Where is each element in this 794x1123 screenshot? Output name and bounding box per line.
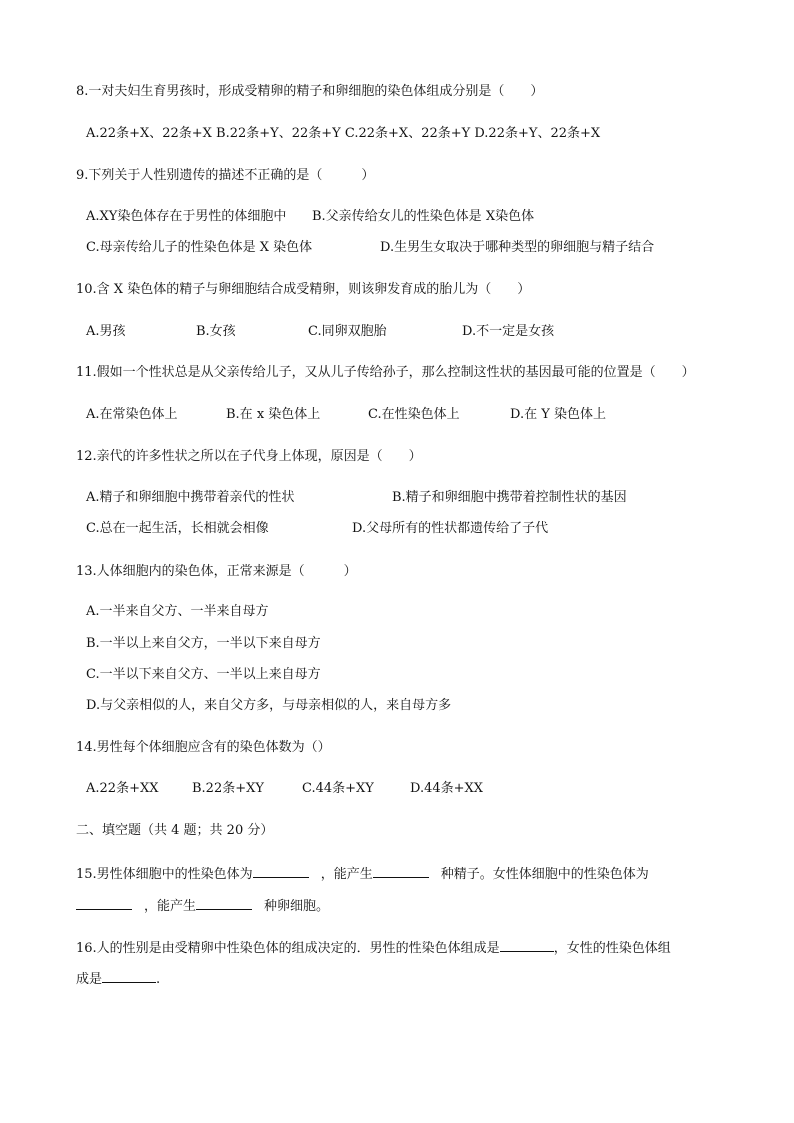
q12-stem: 12.亲代的许多性状之所以在子代身上体现，原因是（ ） [76,449,422,464]
q16-line-1 [76,937,671,959]
q10-option-c: C.同卵双胞胎 [308,324,387,339]
q15-text-1: 15.男性体细胞中的性染色体为 [76,867,253,882]
q12-option-b: B.精子和卵细胞中携带着控制性状的基因 [392,490,627,505]
q9-option-c: C.母亲传给儿子的性染色体是 X 染色体 [86,240,313,255]
q11-option-c: C.在性染色体上 [368,407,460,422]
q13-option-d: D.与父亲相似的人，来自父方多，与母亲相似的人，来自母方多 [86,698,452,713]
q14-option-d: D.44条+XX [410,781,484,796]
q12-option-d: D.父母所有的性状都遗传给了子代 [352,521,549,536]
q10-option-b: B.女孩 [196,324,236,339]
q16-text-2: ，女性的性染色体组 [553,941,671,956]
q13-option-b: B.一半以上来自父方，一半以下来自母方 [86,636,321,651]
q14-stem: 14.男性每个体细胞应含有的染色体数为（） [76,740,331,755]
q15-blank-2[interactable] [373,863,429,878]
q13-option-a: A.一半来自父方、一半来自母方 [86,604,269,619]
q11-stem: 11.假如一个性状总是从父亲传给儿子，又从儿子传给孙子，那么控制这性状的基因最可能的位置是（ ） [76,365,695,380]
q12-option-a: A.精子和卵细胞中携带着亲代的性状 [86,490,295,505]
q14-option-c: C.44条+XY [302,781,374,796]
q15-blank-1[interactable] [253,863,309,878]
q12-option-c: C.总在一起生活，长相就会相像 [86,521,269,536]
q16-blank-1[interactable] [500,937,554,952]
q10-stem: 10.含 X 染色体的精子与卵细胞结合成受精卵，则该卵发育成的胎儿为（ ） [76,282,531,297]
q11-option-d: D.在 Y 染色体上 [510,407,606,422]
q15-blank-3[interactable] [76,895,132,910]
q15-text-5: 种卵细胞。 [264,899,330,914]
q15-text-3: 种精子。女性体细胞中的性染色体为 [440,867,649,882]
q16-text-3: 成是 [76,972,103,987]
q15-line-1 [76,863,649,885]
q15-text-4: ，能产生 [144,899,197,914]
q16-line-2 [76,968,160,990]
q13-option-c: C.一半以下来自父方、一半以上来自母方 [86,667,321,682]
q15-line-2 [76,895,329,917]
q15-blank-4[interactable] [196,895,252,910]
q9-stem: 9.下列关于人性别遗传的描述不正确的是（ ） [76,168,375,183]
q8-stem: 8.一对夫妇生育男孩时，形成受精卵的精子和卵细胞的染色体组成分别是（ ） [76,84,544,99]
q9-option-a: A.XY染色体存在于男性的体细胞中 [86,209,287,224]
q11-option-a: A.在常染色体上 [86,407,178,422]
q16-text-4: . [156,972,161,987]
q14-option-b: B.22条+XY [192,781,264,796]
q9-option-b: B.父亲传给女儿的性染色体是 X染色体 [312,209,535,224]
q10-option-d: D.不一定是女孩 [462,324,555,339]
q13-stem: 13.人体细胞内的染色体，正常来源是（ ） [76,564,357,579]
q8-options: A.22条+X、22条+X B.22条+Y、22条+Y C.22条+X、22条+Y D.22条+Y、22条+X [86,126,601,141]
q14-option-a: A.22条+XX [86,781,159,796]
q16-blank-2[interactable] [102,968,156,983]
q9-option-d: D.生男生女取决于哪种类型的卵细胞与精子结合 [380,240,655,255]
section-title-fill-in: 二、填空题（共 4 题；共 20 分） [76,823,274,838]
q16-text-1: 16.人的性别是由受精卵中性染色体的组成决定的．男性的性染色体组成是 [76,941,500,956]
q10-option-a: A.男孩 [86,324,126,339]
q11-option-b: B.在 x 染色体上 [226,407,321,422]
q15-text-2: ，能产生 [320,867,373,882]
